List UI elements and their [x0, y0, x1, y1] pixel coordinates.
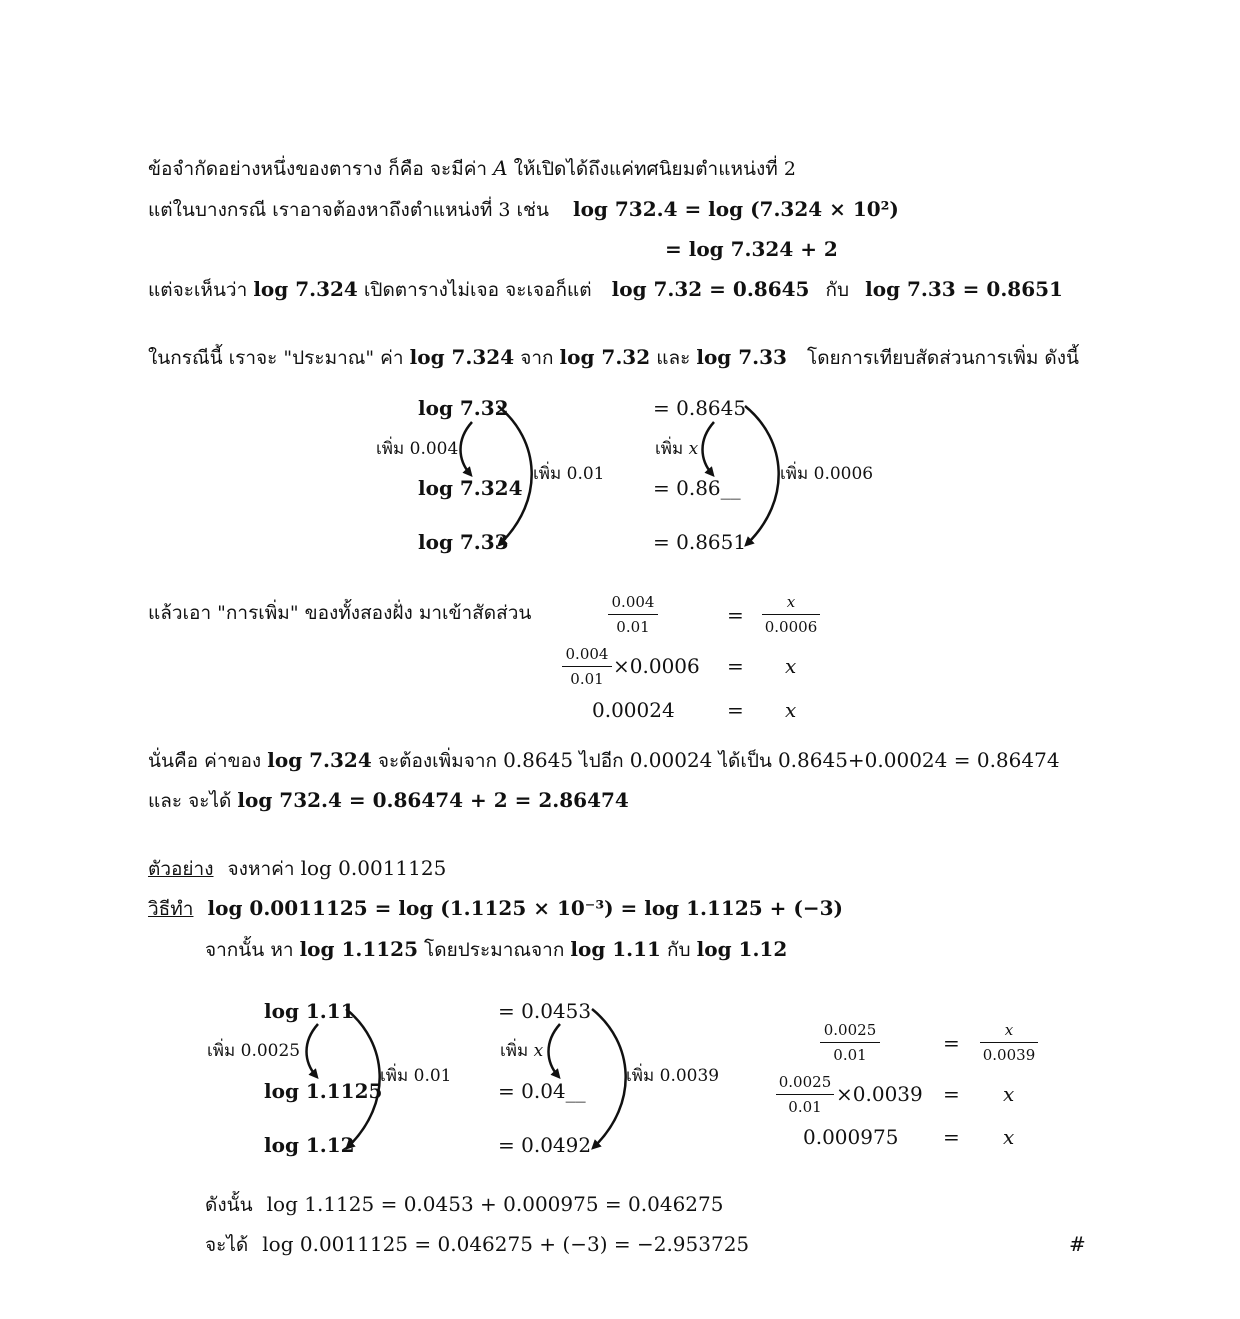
conclusion1-line-1 [148, 748, 1060, 773]
step-f: log 1.12 [696, 937, 788, 961]
d2-right-big-arrow [592, 1009, 626, 1147]
ratio1-eq-2: = [727, 654, 744, 678]
method-label: วิธีทำ [148, 898, 194, 920]
ratio1-x-3: x [785, 698, 797, 722]
c2-a: ดังนั้น [205, 1194, 253, 1216]
d1-left-mid: log 7.324 [418, 476, 523, 500]
conclusion2-line-2 [205, 1232, 749, 1257]
approx-text-and: และ [656, 347, 691, 369]
c1-d: 0.8645 [503, 748, 574, 772]
example-label: ตัวอย่าง [148, 858, 214, 880]
log-733-value: log 7.33 = 0.8651 [865, 277, 1063, 301]
ratio2-x-2: x [1003, 1082, 1015, 1106]
ratio2-result: 0.000975 [803, 1125, 899, 1149]
ratio2-fraction-1 [820, 1021, 880, 1064]
ratio1-fraction-1 [608, 593, 658, 636]
ratio1-text: แล้วเอา "การเพิ่ม" ของทั้งสองฝั่ง มาเข้าสัดส่วน [148, 602, 532, 624]
ratio2-eq-2: = [943, 1082, 960, 1106]
c1-a: นั่นคือ ค่าของ [148, 750, 262, 772]
d2-left-bot: log 1.12 [264, 1133, 355, 1157]
d2-small-arrow [307, 1024, 319, 1076]
ratio1-result: 0.00024 [592, 698, 675, 722]
c1-l2a: และ จะได้ [148, 790, 232, 812]
example-text: จงหาค่า [227, 858, 295, 880]
conclusion2-line-1 [205, 1192, 723, 1217]
d1-inc-x-label: เพิ่ม [655, 439, 684, 459]
ratio1-fraction-2 [562, 645, 612, 688]
d1-right-top: = 0.8645 [653, 396, 747, 420]
d1-inc-x [655, 437, 698, 461]
intro-line-2-text: แต่ในบางกรณี เราอาจต้องหาถึงตำแหน่งที่ 3 เช่น [148, 199, 549, 221]
ratio2-eq-1: = [943, 1031, 960, 1055]
variable-a: A [493, 156, 508, 180]
d1-left-bot: log 7.33 [418, 530, 509, 554]
step-e: กับ [667, 939, 691, 961]
c1-g: ได้เป็น [718, 750, 772, 772]
intro-line-4 [148, 277, 1063, 302]
approx-text-from: จาก [520, 347, 554, 369]
ratio1-xden: 0.0006 [764, 618, 818, 636]
d1-inc-x-var: x [688, 439, 699, 459]
d2-inc-x-label: เพิ่ม [500, 1041, 529, 1061]
intro-text-2: ให้เปิดได้ถึงแค่ทศนิยมตำแหน่งที่ 2 [513, 158, 796, 180]
d2-inc-x-var: x [533, 1041, 544, 1061]
d1-right-bot: = 0.8651 [653, 530, 747, 554]
method-equation: log 0.0011125 = log (1.1125 × 10⁻³) = log 1.1125 + (−3) [207, 896, 843, 920]
d1-left-top: log 7.32 [418, 396, 509, 420]
c1-b: log 7.324 [267, 748, 372, 772]
ratio2-mult: ×0.0039 [836, 1082, 923, 1106]
c1-l2b: log 732.4 = 0.86474 + 2 = 2.86474 [237, 788, 629, 812]
ratio2-den-2: 0.01 [788, 1098, 822, 1116]
c1-h: 0.8645+0.00024 = 0.86474 [777, 748, 1060, 772]
d2-left-top: log 1.11 [264, 999, 355, 1023]
ratio1-eq-1: = [727, 603, 744, 627]
step-a: จากนั้น หา [205, 939, 294, 961]
ratio2-fraction-x [980, 1021, 1038, 1064]
c2-b: log 1.1125 = 0.0453 + 0.000975 = 0.046275 [266, 1192, 724, 1216]
c2-d: log 0.0011125 = 0.046275 + (−3) = −2.953725 [262, 1232, 750, 1256]
c1-f: 0.00024 [629, 748, 713, 772]
d2-inc-small: เพิ่ม 0.0025 [207, 1041, 301, 1061]
ratio1-xnum: x [786, 593, 796, 611]
approx-text-d: โดยการเทียบสัดส่วนการเพิ่ม ดังนี้ [807, 347, 1080, 369]
d1-inc-big: เพิ่ม 0.01 [533, 464, 605, 484]
d2-right-mid: = 0.04__ [498, 1079, 586, 1103]
conclusion1-line-2 [148, 788, 629, 813]
ratio2-num: 0.0025 [823, 1021, 877, 1039]
d1-right-big-arrow [745, 406, 779, 544]
approx-log-732: log 7.32 [559, 345, 651, 369]
d1-inc-big-right: เพิ่ม 0.0006 [780, 464, 874, 484]
ratio2-num-2: 0.0025 [778, 1073, 832, 1091]
d2-big-arrow [346, 1009, 380, 1147]
step-line [205, 937, 787, 962]
equation-log-732: log 732.4 = log (7.324 × 10²) [572, 197, 899, 221]
ratio2-fraction-2 [776, 1073, 834, 1116]
d2-right-bot: = 0.0492 [498, 1133, 592, 1157]
intro-line-4-text-b: เปิดตารางไม่เจอ จะเจอก็แต่ [363, 279, 592, 301]
intro-line-2 [148, 197, 899, 222]
conjunction-with: กับ [825, 279, 850, 301]
ratio2-eq-3: = [943, 1125, 960, 1149]
d2-right-small-arrow [549, 1024, 561, 1076]
d2-inc-big: เพิ่ม 0.01 [380, 1066, 452, 1086]
method-line [148, 896, 843, 921]
c2-c: จะได้ [205, 1234, 249, 1256]
c1-e: ไปอีก [579, 750, 624, 772]
d1-small-arrow [461, 422, 473, 474]
approx-log-733: log 7.33 [696, 345, 787, 369]
step-d: log 1.11 [570, 937, 661, 961]
ratio1-num-2: 0.004 [565, 645, 609, 663]
d2-inc-big-right: เพิ่ม 0.0039 [626, 1066, 720, 1086]
approx-log-7324: log 7.324 [409, 345, 515, 369]
ratio1-eq-3: = [727, 698, 744, 722]
d1-big-arrow [498, 406, 532, 544]
log-732-value: log 7.32 = 0.8645 [611, 277, 810, 301]
equation-log-7324-plus-2: = log 7.324 + 2 [665, 237, 838, 261]
d1-right-mid: = 0.86__ [653, 476, 741, 500]
d2-inc-x [500, 1039, 543, 1063]
example-expr: log 0.0011125 [300, 856, 447, 880]
ratio1-mult: ×0.0006 [613, 654, 700, 678]
ratio2-x-3: x [1003, 1125, 1015, 1149]
intro-text: ข้อจำกัดอย่างหนึ่งของตาราง ก็คือ จะมีค่า [148, 158, 488, 180]
ratio1-den: 0.01 [616, 618, 650, 636]
log-7324: log 7.324 [253, 277, 358, 301]
c1-c: จะต้องเพิ่มจาก [377, 750, 498, 772]
example-line [148, 856, 446, 881]
approx-text-a: ในกรณีนี้ เราจะ "ประมาณ" ค่า [148, 347, 404, 369]
d2-left-mid: log 1.1125 [264, 1079, 383, 1103]
ratio2-xden: 0.0039 [982, 1046, 1036, 1064]
ratio1-fraction-x [762, 593, 820, 636]
ratio1-den-2: 0.01 [570, 670, 604, 688]
ratio1-num: 0.004 [611, 593, 655, 611]
d1-right-small-arrow [703, 422, 715, 474]
intro-line-1 [148, 156, 796, 181]
end-mark: # [1069, 1232, 1086, 1256]
ratio1-x-2: x [785, 654, 797, 678]
step-b: log 1.1125 [299, 937, 418, 961]
approx-intro [148, 345, 1079, 370]
d1-inc-small: เพิ่ม 0.004 [376, 439, 459, 459]
intro-line-4-text: แต่จะเห็นว่า [148, 279, 248, 301]
ratio2-xnum: x [1004, 1021, 1014, 1039]
d2-right-top: = 0.0453 [498, 999, 592, 1023]
step-c: โดยประมาณจาก [424, 939, 565, 961]
ratio2-den: 0.01 [833, 1046, 867, 1064]
